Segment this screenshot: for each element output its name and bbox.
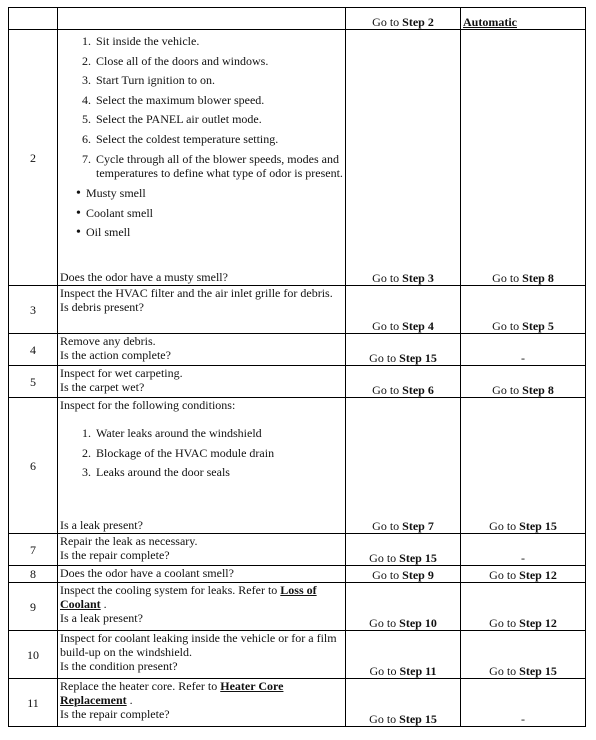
- step-number-cell: 5: [9, 366, 58, 398]
- question-text: Is the repair complete?: [60, 548, 170, 562]
- odor-type-list: [60, 184, 343, 243]
- list-item: • Coolant smell: [88, 204, 343, 224]
- list-item: 4. Select the maximum blower speed.: [94, 91, 343, 111]
- action-text: Inspect for wet carpeting.: [60, 366, 183, 380]
- yes-cell: [346, 566, 461, 583]
- question-text: Is the condition present?: [60, 659, 178, 673]
- table-row: [9, 334, 586, 366]
- condition-list: [60, 424, 343, 483]
- step-link[interactable]: Step 3: [402, 271, 434, 285]
- list-item: 1. Water leaks around the windshield: [94, 424, 343, 444]
- step-link[interactable]: Step 15: [399, 551, 437, 565]
- table-row: [9, 286, 586, 334]
- no-cell: [461, 398, 586, 534]
- question-text: Is a leak present?: [60, 611, 143, 625]
- step-link[interactable]: Step 10: [399, 616, 437, 630]
- reference-link[interactable]: Loss of Coolant: [60, 583, 317, 611]
- yes-cell: [346, 366, 461, 398]
- goto-label: Go to: [489, 616, 517, 630]
- goto-label: Go to: [492, 271, 520, 285]
- step-link[interactable]: Step 6: [402, 383, 434, 397]
- no-cell: [461, 30, 586, 286]
- goto-label: Go to: [372, 383, 400, 397]
- step-number-cell: 8: [9, 566, 58, 583]
- no-cell: [461, 8, 586, 30]
- list-item: 1. Sit inside the vehicle.: [94, 32, 343, 52]
- list-item: 3. Start Turn ignition to on.: [94, 71, 343, 91]
- reference-link[interactable]: Heater Core Replacement: [60, 679, 284, 707]
- action-cell: [58, 534, 346, 566]
- step-number-cell: 9: [9, 583, 58, 631]
- step-link[interactable]: Step 11: [399, 664, 437, 678]
- step-number-cell: 3: [9, 286, 58, 334]
- yes-cell: [346, 534, 461, 566]
- yes-cell: [346, 334, 461, 366]
- list-item: 5. Select the PANEL air outlet mode.: [94, 110, 343, 130]
- goto-label: Go to: [372, 271, 400, 285]
- list-item: • Oil smell: [88, 223, 343, 243]
- action-text: Inspect the cooling system for leaks. Refer to: [60, 583, 278, 597]
- question-text: Is the action complete?: [60, 348, 171, 362]
- yes-cell: [346, 398, 461, 534]
- step-link[interactable]: Step 9: [402, 568, 434, 582]
- step-number-cell: [9, 8, 58, 30]
- action-cell: [58, 334, 346, 366]
- step-number-cell: 11: [9, 679, 58, 727]
- step-number-cell: 7: [9, 534, 58, 566]
- step-link[interactable]: Step 12: [519, 616, 557, 630]
- table-row: [9, 631, 586, 679]
- action-cell: [58, 566, 346, 583]
- yes-cell: [346, 679, 461, 727]
- no-cell: [461, 566, 586, 583]
- action-text: Inspect for coolant leaking inside the vehicle or for a film build-up on the windshield.: [60, 631, 337, 659]
- goto-label: Go to: [369, 551, 397, 565]
- action-text: Remove any debris.: [60, 334, 156, 348]
- goto-label: Go to: [372, 519, 400, 533]
- goto-label: Go to: [369, 664, 397, 678]
- step-link[interactable]: Step 15: [519, 664, 557, 678]
- list-item: 2. Blockage of the HVAC module drain: [94, 444, 343, 464]
- yes-cell: [346, 8, 461, 30]
- goto-label: Go to: [492, 319, 520, 333]
- step-link[interactable]: Step 5: [522, 319, 554, 333]
- action-cell: [58, 398, 346, 534]
- no-cell: [461, 366, 586, 398]
- action-cell: [58, 30, 346, 286]
- table-row: [9, 366, 586, 398]
- no-cell: -: [461, 334, 586, 366]
- step-number-cell: 6: [9, 398, 58, 534]
- step-number-cell: 2: [9, 30, 58, 286]
- action-cell: [58, 631, 346, 679]
- goto-label: Go to: [369, 351, 397, 365]
- table-row: [9, 398, 586, 534]
- no-cell: [461, 286, 586, 334]
- question-text: Is the repair complete?: [60, 707, 170, 721]
- goto-label: Go to: [489, 519, 517, 533]
- step-link[interactable]: Step 15: [399, 351, 437, 365]
- table-row: [9, 566, 586, 583]
- yes-cell: [346, 583, 461, 631]
- no-cell: -: [461, 534, 586, 566]
- table-row: [9, 534, 586, 566]
- step-link[interactable]: Step 7: [402, 519, 434, 533]
- question-text: Is a leak present?: [60, 518, 143, 532]
- ref-period: .: [129, 693, 133, 707]
- step-number-cell: 10: [9, 631, 58, 679]
- goto-label: Go to: [372, 15, 400, 29]
- diagnostic-procedure-table: [8, 7, 586, 727]
- table-row: [9, 30, 586, 286]
- action-cell: [58, 583, 346, 631]
- table-row: [9, 679, 586, 727]
- action-text: Inspect for the following conditions:: [60, 398, 236, 412]
- step-link[interactable]: Step 4: [402, 319, 434, 333]
- action-cell: [58, 286, 346, 334]
- question-text: Does the odor have a coolant smell?: [60, 566, 234, 580]
- list-item: 7. Cycle through all of the blower speeds, modes and temperatures to define what type of odor is present.: [94, 149, 343, 180]
- list-item: 2. Close all of the doors and windows.: [94, 52, 343, 72]
- no-cell: [461, 583, 586, 631]
- step-link[interactable]: Step 8: [522, 271, 554, 285]
- step-link[interactable]: Step 15: [519, 519, 557, 533]
- automatic-label: Automatic: [463, 15, 517, 29]
- goto-label: Go to: [492, 383, 520, 397]
- step-number-cell: 4: [9, 334, 58, 366]
- list-item: • Musty smell: [88, 184, 343, 204]
- step-link[interactable]: Step 8: [522, 383, 554, 397]
- action-cell: [58, 366, 346, 398]
- action-cell: [58, 679, 346, 727]
- goto-label: Go to: [489, 568, 517, 582]
- step-link[interactable]: Step 2: [402, 15, 434, 29]
- table-row: [9, 8, 586, 30]
- question-text: Is the carpet wet?: [60, 380, 145, 394]
- goto-label: Go to: [369, 616, 397, 630]
- goto-label: Go to: [372, 319, 400, 333]
- action-cell: [58, 8, 346, 30]
- yes-cell: [346, 286, 461, 334]
- table-row: [9, 583, 586, 631]
- goto-label: Go to: [489, 664, 517, 678]
- list-item: 3. Leaks around the door seals: [94, 463, 343, 483]
- yes-cell: [346, 631, 461, 679]
- procedure-step-list: [60, 32, 343, 180]
- list-item: 6. Select the coldest temperature setting.: [94, 130, 343, 150]
- action-text: Inspect the HVAC filter and the air inlet grille for debris.: [60, 286, 333, 300]
- step-link[interactable]: Step 15: [399, 712, 437, 726]
- goto-label: Go to: [369, 712, 397, 726]
- action-text: Repair the leak as necessary.: [60, 534, 198, 548]
- action-text: Replace the heater core. Refer to: [60, 679, 218, 693]
- goto-label: Go to: [372, 568, 400, 582]
- no-cell: -: [461, 679, 586, 727]
- question-text: Does the odor have a musty smell?: [60, 270, 228, 284]
- ref-period: .: [103, 597, 107, 611]
- question-text: Is debris present?: [60, 300, 144, 314]
- step-link[interactable]: Step 12: [519, 568, 557, 582]
- no-cell: [461, 631, 586, 679]
- yes-cell: [346, 30, 461, 286]
